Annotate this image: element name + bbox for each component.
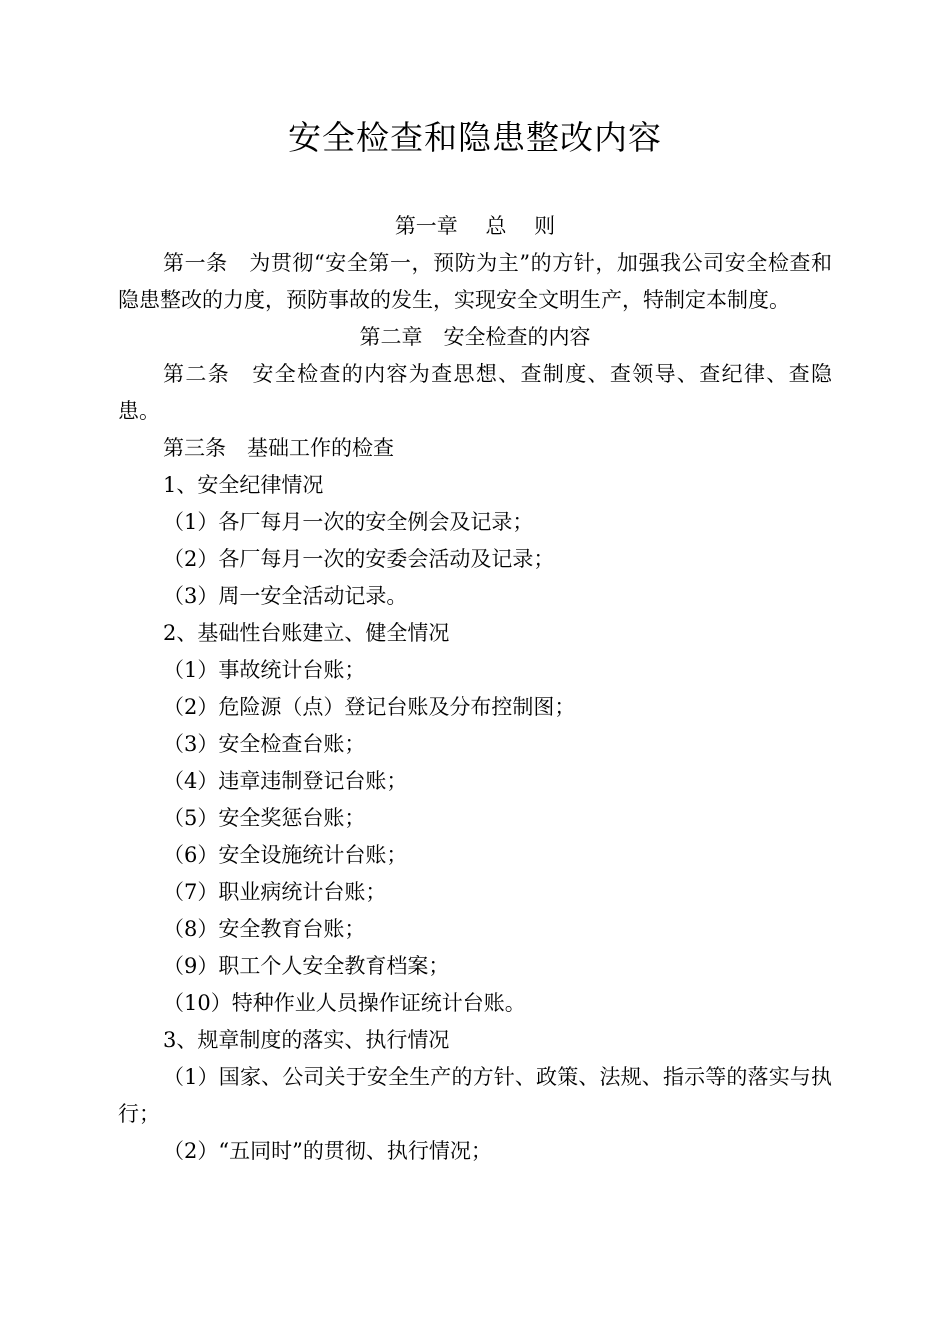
list-item: （2）各厂每月一次的安委会活动及记录； [163, 547, 555, 571]
section-heading-2: 2、基础性台账建立、健全情况 [163, 621, 450, 645]
chapter-heading-2: 第二章 安全检查的内容 [359, 325, 591, 349]
list-item: （1）国家、公司关于安全生产的方针、政策、法规、指示等的落实与执行； [118, 1065, 832, 1126]
list-item: （9）职工个人安全教育档案； [163, 954, 450, 978]
section-heading-3: 3、规章制度的落实、执行情况 [163, 1028, 450, 1052]
list-item: （8）安全教育台账； [163, 917, 366, 941]
article-3: 第三条 基础工作的检查 [163, 436, 394, 460]
list-item: （7）职业病统计台账； [163, 880, 387, 904]
list-item: （5）安全奖惩台账； [163, 806, 366, 830]
chapter-heading-1: 第一章 总 则 [394, 214, 556, 238]
list-item: （1）各厂每月一次的安全例会及记录； [163, 510, 534, 534]
document-page [118, 112, 832, 1170]
list-item: （1）事故统计台账； [163, 658, 366, 682]
section-heading-1: 1、安全纪律情况 [163, 473, 324, 497]
article-1: 第一条 为贯彻“安全第一，预防为主”的方针，加强我公司安全检查和隐患整改的力度，预防事故的发生，实现安全文明生产，特制定本制度。 [118, 251, 832, 312]
list-item: （3）安全检查台账； [163, 732, 366, 756]
list-item: （2）危险源（点）登记台账及分布控制图； [163, 695, 576, 719]
list-item: （4）违章违制登记台账； [163, 769, 408, 793]
list-item: （2）“五同时”的贯彻、执行情况； [163, 1139, 492, 1163]
list-item: （3）周一安全活动记录。 [163, 584, 408, 608]
document-title: 安全检查和隐患整改内容 [288, 118, 662, 157]
list-item: （6）安全设施统计台账； [163, 843, 408, 867]
list-item: （10）特种作业人员操作证统计台账。 [163, 991, 526, 1015]
article-2: 第二条 安全检查的内容为查思想、查制度、查领导、查纪律、查隐患。 [118, 362, 832, 423]
